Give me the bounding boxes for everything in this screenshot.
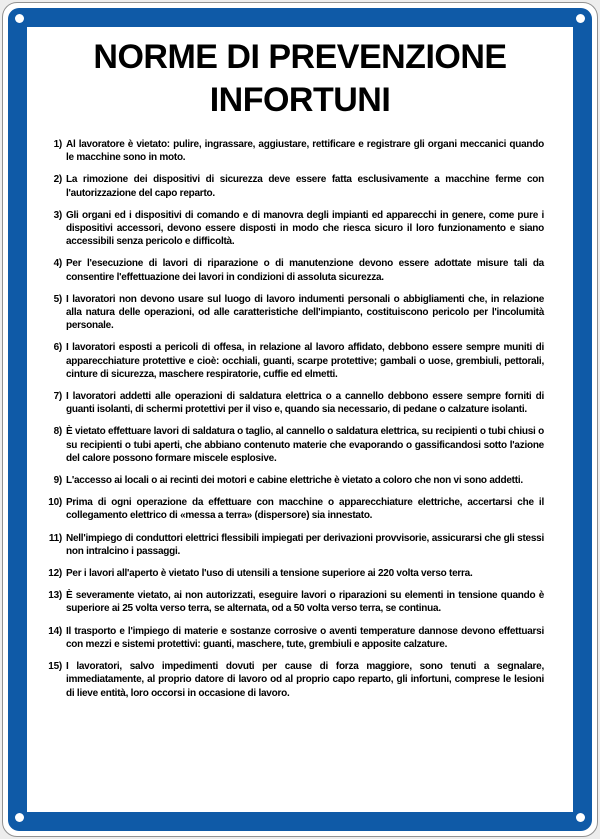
rule-number: 3) xyxy=(53,209,62,221)
rule-item-12 xyxy=(39,567,544,580)
rule-number: 4) xyxy=(53,258,62,270)
mounting-hole-top-left xyxy=(15,14,24,23)
rule-text: È severamente vietato, ai non autorizzati, eseguire lavori o riparazioni su elementi in tensione quando è superiore ai 25 volta verso terra, se alternata, od a 50 volta verso terra, se continua. xyxy=(66,590,544,615)
rule-number: 8) xyxy=(53,426,62,438)
rule-item-3 xyxy=(39,209,544,249)
rule-item-4 xyxy=(39,257,544,283)
title-line-1: NORME DI PREVENZIONE xyxy=(93,38,507,76)
mounting-hole-top-right xyxy=(576,14,585,23)
rule-text: I lavoratori esposti a pericoli di offesa, in relazione al lavoro affidato, debbono essere sempre muniti di apparecchiature protettive e cioè: occhiali, guanti, scarpe protettive; gambali o uose, grembiuli, pettorali, cinture di sicurezza, maschere respiratorie, cuffie ed elmetti. xyxy=(66,342,544,380)
rule-number: 2) xyxy=(53,174,62,186)
rule-item-7 xyxy=(39,390,544,416)
rule-text: Il trasporto e l'impiego di materie e sostanze corrosive o aventi temperature dannose devono effettuarsi con mezzi e sistemi protettivi: guanti, maschere, tute, grembiuli e apposite calzature. xyxy=(66,625,544,650)
rule-text: La rimozione dei dispositivi di sicurezza deve essere fatta esclusivamente a macchine ferme con l'autorizzazione del capo reparto. xyxy=(66,174,544,199)
rule-text: È vietato effettuare lavori di saldatura o taglio, al cannello o saldatura elettrica, su recipienti o tubi chiusi o su recipienti o tubi aperti, che abbiano contenuto materie che evaporando o gassificandosi sotto l'azione del calore possono formare miscele esplosive. xyxy=(66,426,544,464)
rule-item-1 xyxy=(39,138,544,164)
sign-title xyxy=(27,36,573,122)
rule-number: 6) xyxy=(53,342,62,354)
rule-item-8 xyxy=(39,425,544,465)
rule-text: Per i lavori all'aperto è vietato l'uso di utensili a tensione superiore ai 220 volta verso terra. xyxy=(66,568,473,580)
rule-number: 11) xyxy=(48,532,62,544)
rules-list xyxy=(39,138,544,700)
rule-number: 7) xyxy=(53,391,62,403)
rule-item-6 xyxy=(39,341,544,381)
rule-number: 14) xyxy=(48,625,62,637)
rule-item-2 xyxy=(39,173,544,199)
rule-item-14 xyxy=(39,625,544,651)
rule-item-11 xyxy=(39,532,544,558)
rule-number: 10) xyxy=(48,497,62,509)
rule-item-13 xyxy=(39,589,544,615)
rule-number: 12) xyxy=(48,568,62,580)
rule-number: 13) xyxy=(48,590,62,602)
rule-text: I lavoratori addetti alle operazioni di saldatura elettrica o a cannello debbono essere sempre forniti di guanti isolanti, di schermi protettivi per il viso e, quando sia necessario, di pedane o calzature isolanti. xyxy=(66,391,544,416)
mounting-hole-bottom-left xyxy=(15,813,24,822)
rule-item-10 xyxy=(39,496,544,522)
rule-text: L'accesso ai locali o ai recinti dei motori e cabine elettriche è vietato a coloro che non vi sono addetti. xyxy=(66,475,523,487)
rule-text: Per l'esecuzione di lavori di riparazione o di manutenzione devono essere adottate misure tali da consentire l'effettuazione dei lavori in condizioni di assoluta sicurezza. xyxy=(66,258,544,283)
title-line-2: INFORTUNI xyxy=(209,81,391,119)
rule-number: 1) xyxy=(53,139,62,150)
rule-number: 5) xyxy=(53,293,62,305)
rule-text: Gli organi ed i dispositivi di comando e di manovra degli impianti ed apparecchi in genere, come pure i dispositivi accessori, devono essere disposti in modo che riesca sicuro il loro funzionamento e siano accessibili senza pericolo e difficoltà. xyxy=(66,209,544,248)
rule-text: Nell'impiego di conduttori elettrici flessibili impiegati per derivazioni provvisorie, assicurarsi che gli stessi non intralcino i passaggi. xyxy=(66,532,544,557)
rule-text: Prima di ogni operazione da effettuare con macchine o apparecchiature elettriche, accertarsi che il collegamento elettrico di «messa a terra» (dispersore) sia innestato. xyxy=(66,497,544,522)
rule-item-9 xyxy=(39,474,544,487)
rule-text: I lavoratori non devono usare sul luogo di lavoro indumenti personali o abbigliamenti che, in relazione alla natura delle operazioni, od alle caratteristiche dell'impianto, costituiscono pericolo per l'incolumità personale. xyxy=(66,293,544,332)
mounting-hole-bottom-right xyxy=(576,813,585,822)
rule-number: 15) xyxy=(48,661,62,673)
rule-text: Al lavoratore è vietato: pulire, ingrassare, aggiustare, rettificare e registrare gli organi meccanici quando le macchine sono in moto. xyxy=(66,139,544,164)
sign-content xyxy=(27,27,573,812)
sign-plate xyxy=(2,2,598,837)
rule-number: 9) xyxy=(53,475,62,487)
rule-item-15 xyxy=(39,660,544,700)
rule-text: I lavoratori, salvo impedimenti dovuti per cause di forza maggiore, sono tenuti a segnalare, immediatamente, al proprio datore di lavoro od al proprio capo reparto, gli infortuni, comprese le lesioni di lieve entità, loro occorsi in occasione di lavoro. xyxy=(66,661,544,699)
rule-item-5 xyxy=(39,293,544,333)
